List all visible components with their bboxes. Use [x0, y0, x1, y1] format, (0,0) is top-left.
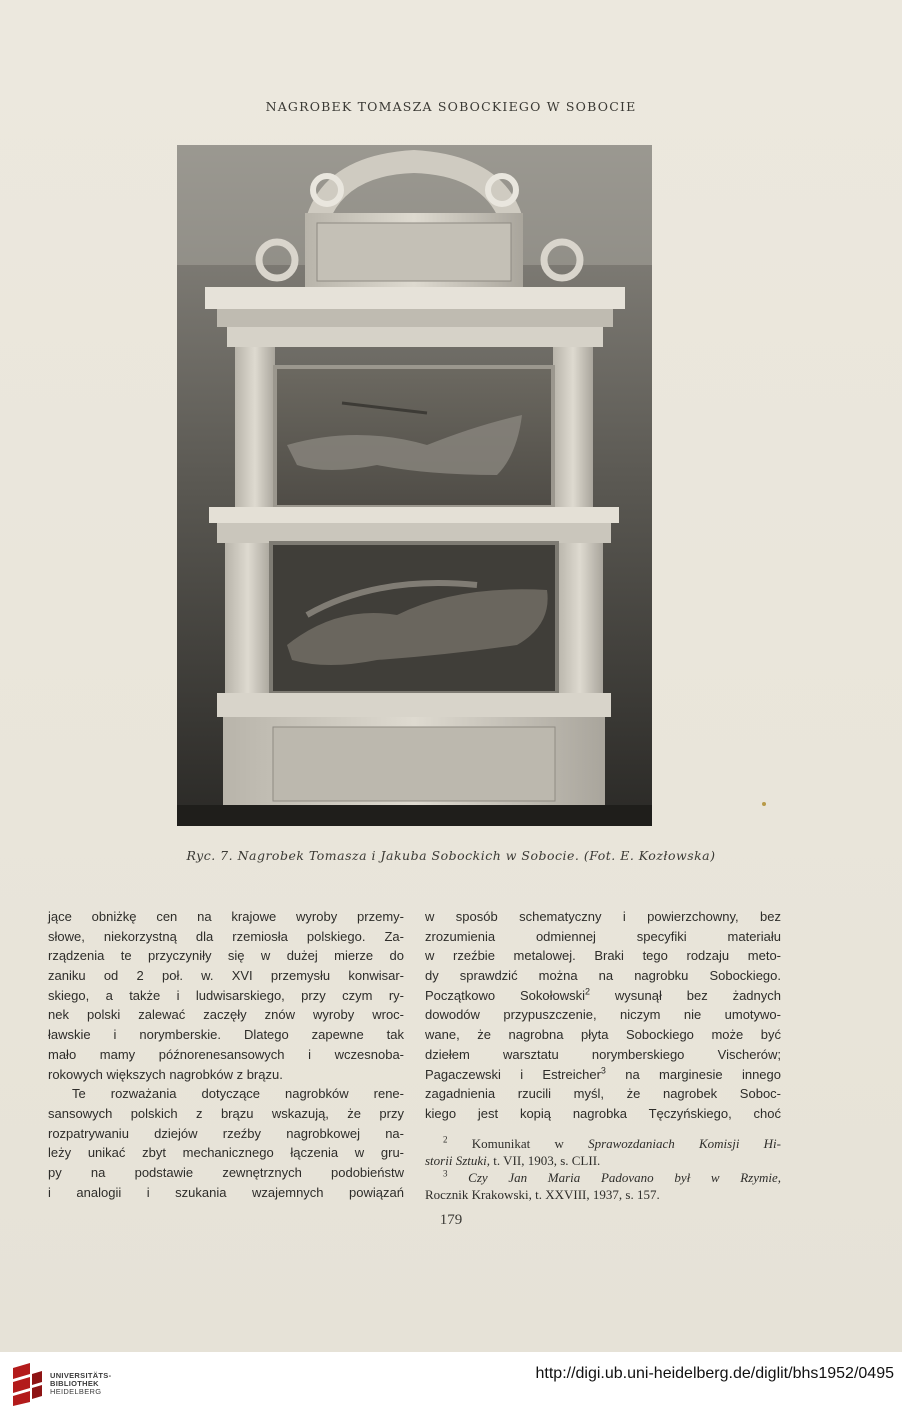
- footnote-2-line1: [425, 1135, 781, 1152]
- text-fragment: na marginesie innego: [625, 1066, 781, 1082]
- footnote-title: Czy Jan Maria Padovano był w Rzymie,: [468, 1169, 782, 1185]
- footnote-title: Sprawozdaniach Komisji Hi-: [588, 1135, 781, 1151]
- text-line: i analogii i szukania wzajemnych powiązań: [48, 1184, 404, 1200]
- library-footer: [0, 1352, 902, 1418]
- text-fragment: wysunął bez żadnych: [614, 987, 781, 1003]
- text-line: dowodów przypuszczenie, niczym nie umotywo-: [425, 1007, 781, 1023]
- text-line: mało mamy późnorenesansowych i wczesnoba-: [48, 1046, 404, 1062]
- footnote-text: Komunikat w: [471, 1135, 589, 1151]
- text-line: rokowych większych nagrobków z brązu.: [48, 1066, 283, 1082]
- text-line: rządzenia te przyczyniły się w dużej mierze do: [48, 948, 404, 964]
- text-line: jące obniżkę cen na krajowe wyroby przemy-: [48, 909, 404, 924]
- text-line: py na podstawie zewnętrznych podobieństw: [48, 1164, 404, 1180]
- logo-line: HEIDELBERG: [50, 1387, 102, 1397]
- right-column: [425, 907, 781, 1203]
- logo-line: BIBLIOTHEK: [50, 1379, 99, 1389]
- text-line: dy sprawdzić można na nagrobku Sobockiego.: [425, 968, 781, 984]
- figure-caption: Ryc. 7. Nagrobek Tomasza i Jakuba Sobockich w Sobocie. (Fot. E. Kozłowska): [186, 848, 716, 863]
- running-head: NAGROBEK TOMASZA SOBOCKIEGO W SOBOCIE: [265, 99, 637, 114]
- logo-line: UNIVERSITÄTS-: [50, 1371, 112, 1380]
- footnote-2-number: 2: [443, 1134, 448, 1145]
- text-line: zagadnienia rzucili myśl, że nagrobek Soboc-: [425, 1086, 781, 1102]
- text-fragment: Pagaczewski i Estreicher: [425, 1066, 601, 1082]
- text-line: zaniku od 2 poł. w. XVI przemysłu konwisar-: [48, 968, 404, 984]
- footnotes: [425, 1135, 781, 1204]
- text-line: słowe, niekorzystną dla rzemiosła polskiego. Za-: [48, 928, 404, 944]
- page-blemish: [762, 802, 766, 806]
- text-line: nek polski zalewać zaczęły znów wyroby wroc-: [48, 1007, 404, 1023]
- text-line: skiego, a także i ludwisarskiego, przy czym ry-: [48, 987, 404, 1003]
- footnote-title: storii Sztuki,: [425, 1152, 491, 1168]
- footnote-ref-2: 2: [585, 986, 591, 997]
- text-fragment: Początkowo Sokołowski: [425, 987, 585, 1003]
- footnote-text: t. VII, 1903, s. CLII.: [490, 1152, 601, 1168]
- text-line: rozpatrywaniu dziejów rzeźby nagrobkowej na-: [48, 1125, 404, 1141]
- tomb-photograph: [177, 145, 652, 826]
- text-line: w rzeźbie metalowej. Braki tego rodzaju meto-: [425, 948, 781, 964]
- library-logo-text: [50, 1372, 111, 1397]
- footnote-3-number: 3: [443, 1168, 448, 1179]
- footnote-ref-3: 3: [600, 1065, 606, 1076]
- text-line: wane, że nagrobna płyta Sobockiego może być: [425, 1027, 781, 1043]
- text-line: [425, 1065, 781, 1085]
- text-line: zrozumienia odmiennej specyfiki materiału: [425, 928, 781, 944]
- text-line: kiego jest kopią nagrobka Tęczyńskiego, choć: [425, 1105, 781, 1121]
- footnote-3-line1: [425, 1169, 781, 1186]
- text-line: sansowych polskich z brązu wskazują, że przy: [48, 1105, 404, 1121]
- page-number: 179: [439, 1212, 463, 1228]
- text-line: [425, 986, 781, 1006]
- text-line: leży unikać zbyt mechanicznego łączenia w gru-: [48, 1145, 404, 1161]
- text-line: w sposób schematyczny i powierzchowny, bez: [425, 909, 781, 924]
- text-line: ławskie i norymberskie. Dlatego zapewne tak: [48, 1027, 404, 1043]
- source-url-link[interactable]: http://digi.ub.uni-heidelberg.de/diglit/bhs1952/0495: [535, 1365, 894, 1382]
- footnote-3-line2: Rocznik Krakowski, t. XXVIII, 1937, s. 157.: [425, 1187, 660, 1203]
- footnote-2-line2: [425, 1152, 781, 1169]
- text-line: dziełem warsztatu norymberskiego Vischerów;: [425, 1046, 781, 1062]
- text-line: Te rozważania dotyczące nagrobków rene-: [72, 1086, 404, 1102]
- university-library-logo-icon[interactable]: [10, 1362, 44, 1406]
- left-column: [48, 907, 404, 1202]
